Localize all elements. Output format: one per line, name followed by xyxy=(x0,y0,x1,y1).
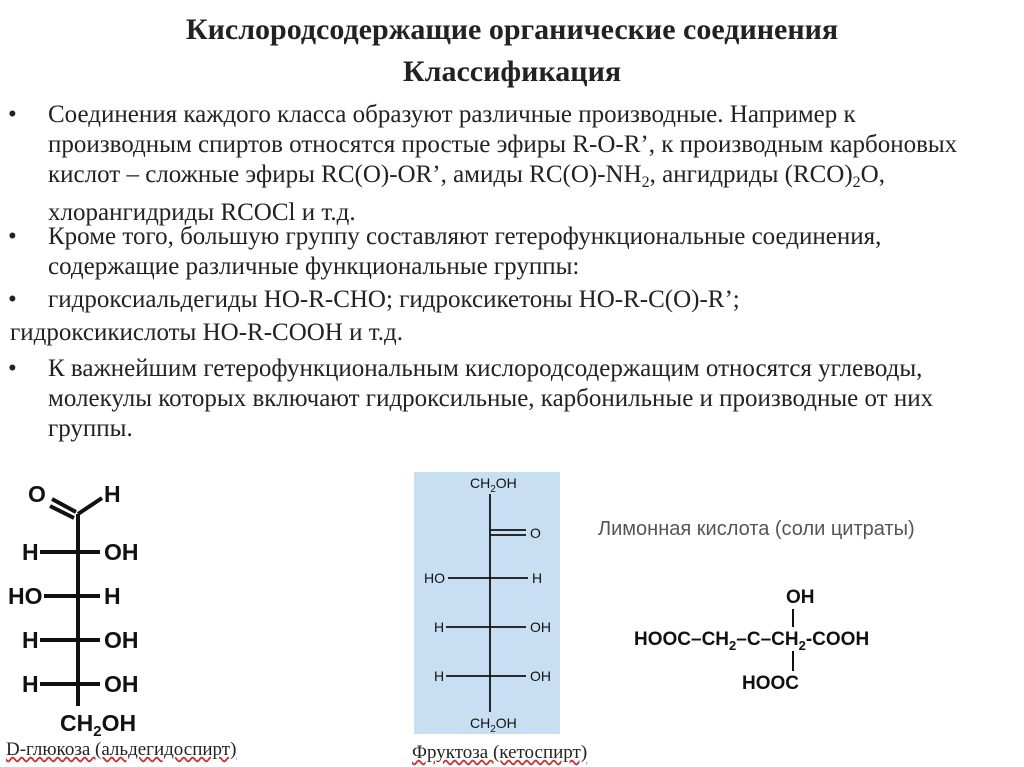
bullet-marker: • xyxy=(8,101,17,128)
glucose-caption: D-глюкоза (альдегидоспирт) xyxy=(6,739,237,760)
fructose-row3-right: OH xyxy=(530,668,551,684)
fructose-top-group: $CH_2OH$ xyxy=(470,475,517,495)
glucose-row4-left: H xyxy=(22,671,39,697)
glucose-row2-right: H xyxy=(104,583,121,609)
paragraph-text: К важнейшим гетерофункциональным кислородсодержащим относятся углеводы, молекулы которых включают гидроксильные, карбонильные и производные от них группы. xyxy=(48,355,934,442)
paragraph-text: Кроме того, большую группу составляют гетерофункциональные соединения, содержащие различные функциональные группы: xyxy=(48,223,882,280)
glucose-row4-right: OH xyxy=(104,671,139,697)
paragraph-heterofunctional xyxy=(0,222,1000,282)
paragraph-derivatives xyxy=(0,100,1000,228)
glucose-row2-left: HO xyxy=(8,583,43,609)
glucose-aldehyde-h: H xyxy=(104,481,121,507)
fructose-row2-right: OH xyxy=(530,619,551,635)
glucose-row3-right: OH xyxy=(104,627,139,653)
fructose-caption: Фруктоза (кетоспирт) xyxy=(412,742,588,763)
paragraph-text: гидроксиальдегиды HO-R-CHO; гидроксикетоны HO-R-C(O)-R’; xyxy=(48,286,740,313)
bullet-marker: • xyxy=(8,355,17,382)
glucose-row1-left: H xyxy=(22,539,39,565)
citric-caption: Лимонная кислота (соли цитраты) xyxy=(598,518,915,540)
fructose-row2-left: H xyxy=(434,619,445,635)
citric-chain: HOOC–$CH_2-C-CH_2$-COOH xyxy=(634,629,870,653)
bullet-marker: • xyxy=(8,223,17,250)
fructose-row1-right: H xyxy=(532,570,543,586)
paragraph-carbohydrates xyxy=(0,354,1000,444)
fructose-carbonyl-o: O xyxy=(530,525,541,541)
citric-oh: OH xyxy=(786,587,815,608)
glucose-row3-left: H xyxy=(22,627,39,653)
fructose-panel xyxy=(414,472,560,734)
paragraph-examples-continued: гидроксикислоты HO-R-COOH и т.д. xyxy=(10,319,404,346)
page-subtitle: Классификация xyxy=(402,55,622,88)
fructose-structure xyxy=(414,472,560,734)
citric-acid-structure xyxy=(630,575,990,705)
paragraph-text: Соединения каждого класса образуют различные производные. Например к производным спиртов относятся простые эфиры R-O-R’, к производным карбоновых кислот – сложные эфиры RC(O)-OR’, амиды $RC(O)-NH_2$, ангидриды $(RCO)_2O$, хлорангидриды RCOCl и т.д. xyxy=(48,101,958,226)
fructose-row1-left: HO xyxy=(424,570,445,586)
glucose-structure xyxy=(0,468,190,748)
paragraph-examples xyxy=(0,285,1000,315)
bullet-marker: • xyxy=(8,286,17,313)
fructose-bottom-group: $CH_2OH$ xyxy=(470,715,517,734)
glucose-bottom-group: $CH_2OH$ xyxy=(60,710,137,740)
glucose-row1-right: OH xyxy=(104,539,139,565)
fructose-row3-left: H xyxy=(434,668,445,684)
glucose-oxygen: O xyxy=(28,481,46,507)
page-title: Кислородсодержащие органические соединения xyxy=(185,13,839,46)
glucose-bond-h xyxy=(78,498,102,514)
citric-hooc-bottom: HOOC xyxy=(742,673,799,694)
